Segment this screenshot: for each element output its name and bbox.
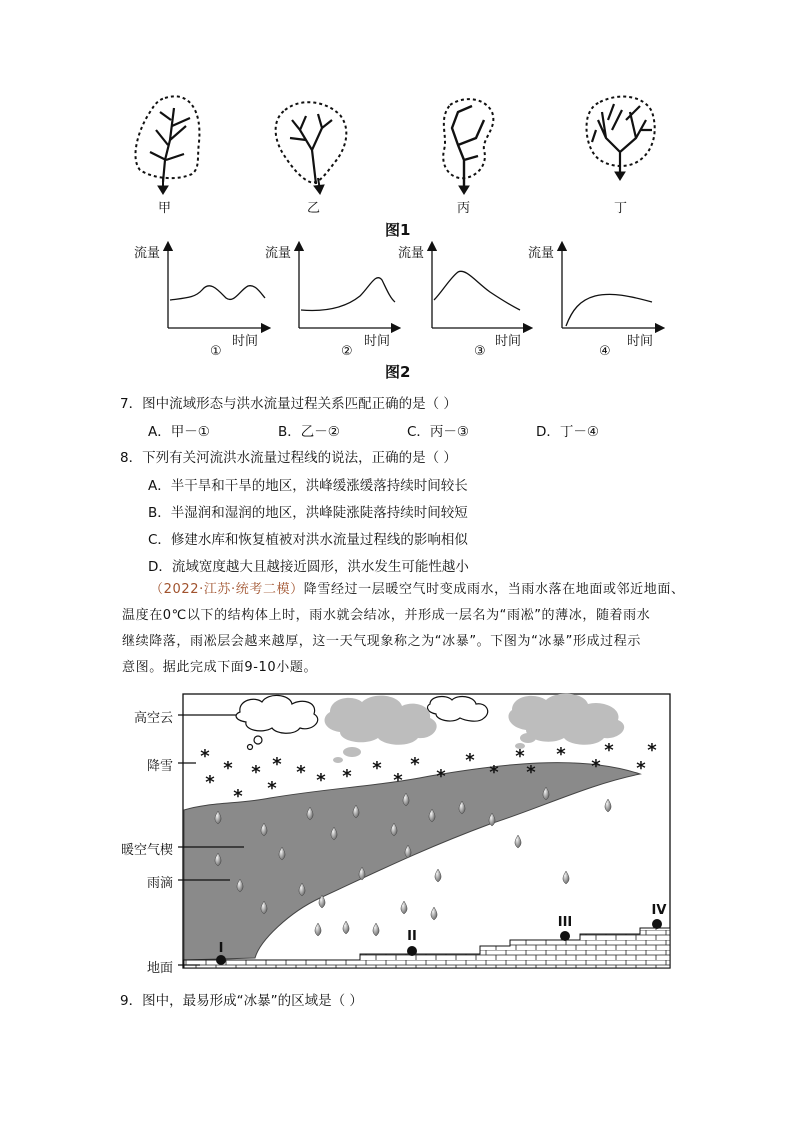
svg-text:*: * — [410, 754, 420, 775]
svg-text:*: * — [200, 746, 210, 767]
svg-text:*: * — [316, 770, 326, 791]
basin-yi — [276, 102, 347, 194]
svg-text:*: * — [489, 762, 499, 783]
point-label-4: IV — [651, 903, 667, 918]
label-raindrop: 雨滴 — [147, 876, 174, 891]
point-2 — [407, 946, 417, 956]
ice-storm-diagram — [0, 690, 794, 980]
panel-label-2: ② — [341, 344, 353, 359]
hydrograph-3 — [432, 246, 528, 328]
basin-ding — [587, 97, 655, 180]
basin-label-jia: 甲 — [158, 201, 172, 216]
svg-text:*: * — [556, 744, 566, 765]
y-label-4: 流量 — [528, 246, 555, 261]
question-7-option-b: B．乙－② — [278, 424, 340, 440]
hydrograph-1 — [168, 246, 266, 328]
basin-bing — [443, 99, 493, 194]
question-8-option-c: C．修建水库和恢复植被对洪水流量过程线的影响相似 — [148, 532, 468, 548]
x-label-1: 时间 — [232, 334, 259, 349]
point-3 — [560, 931, 570, 941]
question-7-option-d: D．丁－④ — [536, 424, 599, 440]
passage-line-1: （2022·江苏·统考二模）降雪经过一层暖空气时变成雨水，当雨水落在地面或邻近地面、 — [150, 582, 685, 597]
label-snow: 降雪 — [147, 759, 174, 774]
question-8-option-d: D．流域宽度越大且越接近圆形，洪水发生可能性越小 — [148, 559, 469, 575]
point-4 — [652, 919, 662, 929]
svg-text:*: * — [251, 762, 261, 783]
question-8-option-b: B．半湿润和湿润的地区，洪峰陡涨陡落持续时间较短 — [148, 505, 468, 521]
question-7-stem: 7．图中流域形态与洪水流量过程关系匹配正确的是（ ） — [120, 396, 457, 412]
panel-label-3: ③ — [474, 344, 486, 359]
x-label-2: 时间 — [364, 334, 391, 349]
label-warm-wedge: 暖空气楔 — [121, 843, 174, 858]
figure-2-hydrographs — [0, 240, 794, 350]
question-9-stem: 9．图中，最易形成“冰暴”的区域是（ ） — [120, 993, 363, 1009]
svg-text:*: * — [436, 766, 446, 787]
svg-text:*: * — [296, 762, 306, 783]
label-ground: 地面 — [147, 961, 174, 976]
basin-label-ding: 丁 — [614, 201, 628, 216]
svg-text:*: * — [393, 770, 403, 791]
svg-text:*: * — [604, 740, 614, 761]
x-label-4: 时间 — [627, 334, 654, 349]
basin-label-yi: 乙 — [307, 201, 321, 216]
svg-text:*: * — [647, 740, 657, 761]
label-high-cloud: 高空云 — [134, 711, 174, 726]
passage-line-3: 继续降落，雨凇层会越来越厚，这一天气现象称之为“冰暴”。下图为“冰暴”形成过程示 — [122, 634, 641, 649]
y-label-1: 流量 — [134, 246, 161, 261]
question-8-stem: 8．下列有关河流洪水流量过程线的说法，正确的是（ ） — [120, 450, 457, 466]
svg-text:*: * — [342, 766, 352, 787]
hydrograph-4 — [562, 246, 660, 328]
svg-text:*: * — [591, 756, 601, 777]
passage-line-4: 意图。据此完成下面9-10小题。 — [122, 660, 318, 675]
point-1 — [216, 955, 226, 965]
figure-1-basins — [0, 90, 794, 220]
svg-text:*: * — [223, 758, 233, 779]
svg-text:*: * — [205, 772, 215, 793]
point-label-2: II — [407, 929, 417, 944]
panel-label-4: ④ — [599, 344, 611, 359]
figure-1-caption: 图1 — [385, 221, 411, 239]
svg-text:*: * — [233, 786, 243, 807]
svg-text:*: * — [465, 750, 475, 771]
y-label-3: 流量 — [398, 246, 425, 261]
point-label-1: I — [218, 941, 224, 956]
point-label-3: III — [557, 915, 573, 930]
passage-source: （2022·江苏·统考二模） — [150, 582, 304, 597]
question-7-option-c: C．丙－③ — [407, 424, 470, 440]
question-7-option-a: A．甲－① — [148, 424, 210, 440]
y-label-2: 流量 — [265, 246, 292, 261]
figure-2-caption: 图2 — [385, 363, 411, 381]
svg-text:*: * — [526, 762, 536, 783]
svg-text:*: * — [636, 758, 646, 779]
svg-text:*: * — [515, 746, 525, 767]
basin-label-bing: 丙 — [457, 201, 471, 216]
passage-line-2: 温度在0℃以下的结构体上时，雨水就会结冰，并形成一层名为“雨凇”的薄冰，随着雨水 — [122, 608, 651, 623]
svg-text:*: * — [272, 754, 282, 775]
basin-jia — [135, 96, 199, 194]
svg-text:*: * — [372, 758, 382, 779]
question-8-option-a: A．半干旱和干旱的地区，洪峰缓涨缓落持续时间较长 — [148, 478, 468, 494]
svg-text:*: * — [267, 778, 277, 799]
x-label-3: 时间 — [495, 334, 522, 349]
panel-label-1: ① — [210, 344, 222, 359]
hydrograph-2 — [299, 246, 396, 328]
